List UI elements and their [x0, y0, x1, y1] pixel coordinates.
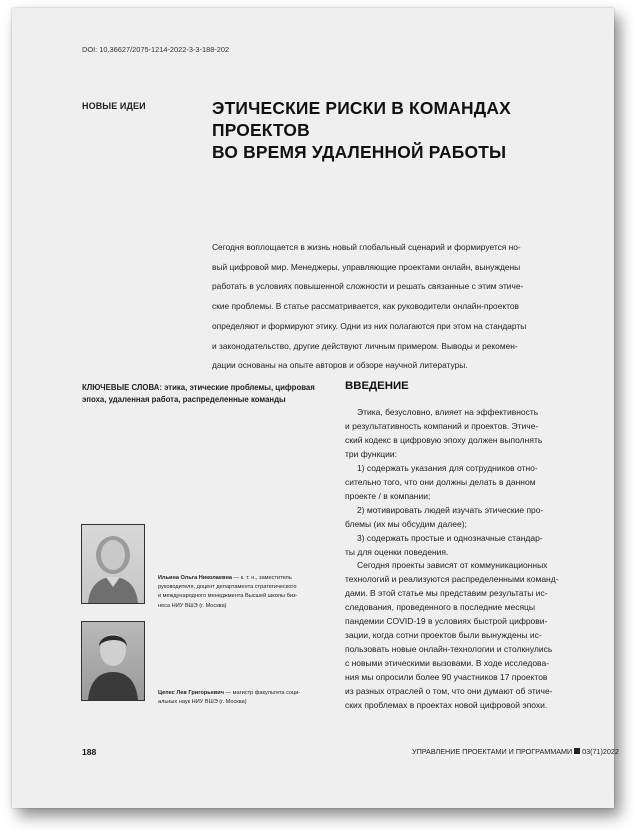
abstract-line: вый цифровой мир. Менеджеры, управляющие проектами онлайн, вынуждены: [212, 261, 521, 272]
keywords: [82, 382, 327, 407]
section-heading: ВВЕДЕНИЕ: [345, 380, 409, 392]
author-bio-text: и международного менеджмента Высшей школы биз-: [158, 593, 298, 600]
author-name: Цепес Лев Григорьевич: [158, 690, 224, 696]
journal-name: УПРАВЛЕНИЕ ПРОЕКТАМИ И ПРОГРАММАМИ: [412, 747, 573, 756]
author-bio-text: неса НИУ ВШЭ (г. Москва): [158, 602, 227, 609]
abstract-line: работать в условиях повышенной сложности и решать связанные с этим этиче-: [212, 281, 524, 292]
man-portrait-icon: [82, 622, 144, 700]
journal-issue: 03(71)2022: [582, 747, 619, 756]
author-photo: [81, 524, 145, 604]
abstract-line: Сегодня воплощается в жизнь новый глобальный сценарий и формируется но-: [212, 242, 521, 252]
title-line: ЭТИЧЕСКИЕ РИСКИ В КОМАНДАХ ПРОЕКТОВ: [212, 98, 511, 140]
body-line: ских проблемах в проектах новой цифровой эпохи.: [345, 700, 548, 711]
journal-page: [12, 8, 619, 808]
author-bio-text: альных наук НИУ ВШЭ (г. Москва): [158, 699, 247, 706]
body-line: и результативность компаний и проектов. Этиче-: [345, 420, 539, 431]
body-line: ты для оценки поведения.: [345, 546, 449, 557]
body-line: технологий и реализуются распределенными команд-: [345, 574, 559, 585]
body-line: ский кодекс в цифровую эпоху должен выполнять: [345, 434, 543, 445]
author-bio-text: руководителя, доцент департамента стратегического: [158, 584, 297, 591]
body-line: сительно того, что они должны делать в данном: [345, 476, 536, 487]
body-line: Сегодня проекты зависят от коммуникационных: [357, 560, 548, 571]
abstract-line: ские проблемы. В статье рассматривается, как руководители онлайн-проектов: [212, 301, 519, 312]
abstract-line: дации основаны на опыте авторов и обзоре научной литературы.: [212, 360, 468, 371]
body-line: проекте / в компании;: [345, 490, 431, 501]
page-number: 188: [82, 747, 97, 757]
section-label: НОВЫЕ ИДЕИ: [82, 101, 146, 111]
body-line: пользовать новые онлайн-технологии и столкнулись: [345, 644, 553, 655]
author-name: Ильина Ольга Николаевна: [158, 575, 232, 581]
journal-footer: [412, 747, 619, 756]
author-photo: [81, 621, 145, 701]
body-text: [345, 406, 595, 713]
body-line: 3) содержать простые и однозначные стандар-: [357, 532, 543, 543]
author-bio: [158, 574, 328, 611]
woman-portrait-icon: [82, 525, 144, 603]
title-line: ВО ВРЕМЯ УДАЛЕННОЙ РАБОТЫ: [212, 142, 507, 162]
body-line: дами. В этой статье мы представим результаты ис-: [345, 588, 548, 599]
body-line: 1) содержать указания для сотрудников отно-: [357, 462, 538, 473]
abstract-line: и законодательство, другие действуют личным примером. Выводы и рекомен-: [212, 340, 518, 351]
body-line: три функции:: [345, 448, 398, 459]
body-line: блемы (их мы обсудим далее);: [345, 518, 467, 529]
author-bio-text: — к. т. н., заместитель: [231, 575, 292, 581]
body-line: 2) мотивировать людей изучать этические про-: [357, 504, 544, 515]
body-line: с новыми этическими вызовами. В ходе исследова-: [345, 658, 550, 669]
author-bio-text: — магистр факультета соци-: [223, 690, 301, 696]
author-bio: [158, 689, 328, 707]
body-line: зации, когда сотни проектов были вынуждены ис-: [345, 630, 542, 641]
abstract: [212, 238, 592, 376]
article-title: [212, 97, 592, 163]
abstract-line: определяют и формируют этику. Одни из них полагаются при этом на стандарты: [212, 320, 527, 331]
body-line: из разных отраслей о том, что они думают об этиче-: [345, 686, 553, 697]
keywords-line: КЛЮЧЕВЫЕ СЛОВА: этика, этические проблемы, цифровая: [82, 383, 315, 392]
body-line: следования, проведенного в последние месяцы: [345, 602, 536, 613]
square-icon: [574, 748, 580, 754]
doi: DOI: 10.36627/2075-1214-2022-3-3-188-202: [82, 45, 230, 54]
body-line: Этика, безусловно, влияет на эффективность: [357, 407, 539, 417]
body-line: ния мы опросили более 90 участников 17 проектов: [345, 672, 548, 683]
body-line: пандемии COVID-19 в условиях быстрой цифрови-: [345, 616, 548, 627]
keywords-line: эпоха, удаленная работа, распределенные команды: [82, 395, 286, 405]
